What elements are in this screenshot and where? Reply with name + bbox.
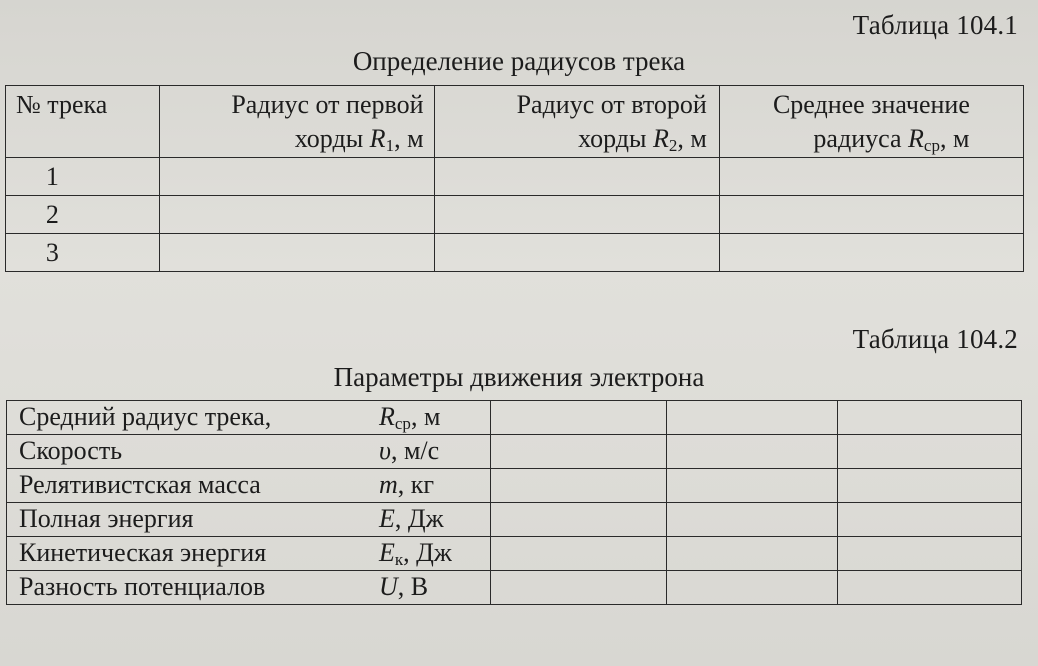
param-name: Релятивистская масса [19, 470, 261, 499]
cell-r-avg[interactable] [719, 158, 1023, 196]
cell-r1[interactable] [159, 196, 434, 234]
value-cell[interactable] [838, 571, 1022, 605]
param-name: Разность потенциалов [19, 572, 266, 601]
header-r2-line1: Радиус от второй [516, 90, 707, 119]
value-cell[interactable] [491, 503, 667, 537]
table-row [7, 401, 1022, 435]
cell-r1[interactable] [159, 158, 434, 196]
cell-r1[interactable] [159, 234, 434, 272]
cell-r2[interactable] [434, 196, 719, 234]
cell-r-avg[interactable] [719, 196, 1023, 234]
table-row [6, 196, 1024, 234]
param-symbol: U, В [379, 572, 429, 601]
param-symbol: m, кг [379, 470, 435, 499]
param-cell [7, 435, 491, 469]
param-cell [7, 571, 491, 605]
param-cell [7, 537, 491, 571]
table2-caption: Параметры движения электрона [333, 362, 705, 392]
header-r1-line2: хорды $R_1$, м [294, 124, 424, 155]
value-cell[interactable] [491, 435, 667, 469]
table-row [6, 158, 1024, 196]
value-cell[interactable] [666, 435, 838, 469]
table1-caption: Определение радиусов трека [352, 46, 686, 76]
table-row [7, 503, 1022, 537]
value-cell[interactable] [491, 537, 667, 571]
value-cell[interactable] [491, 401, 667, 435]
track-radius-table [5, 85, 1024, 272]
table-row [6, 234, 1024, 272]
track-number: 2 [6, 196, 160, 234]
track-number: 1 [6, 158, 160, 196]
cell-r-avg[interactable] [719, 234, 1023, 272]
header-r1-line1: Радиус от первой [231, 90, 424, 119]
table-row [7, 571, 1022, 605]
header-track-no: № трека [6, 86, 160, 158]
value-cell[interactable] [666, 571, 838, 605]
param-symbol: υ, м/с [379, 436, 440, 465]
param-cell [7, 401, 491, 435]
param-symbol: E, Дж [379, 504, 444, 533]
table-row [7, 469, 1022, 503]
param-name: Средний радиус трека, [19, 402, 272, 431]
header-avg-line1: Среднее значение [772, 90, 970, 119]
value-cell[interactable] [491, 571, 667, 605]
value-cell[interactable] [838, 537, 1022, 571]
param-cell [7, 503, 491, 537]
header-r1 [159, 86, 434, 158]
param-cell [7, 469, 491, 503]
param-name: Полная энергия [19, 504, 194, 533]
header-r2-line2: хорды $R_2$, м [578, 124, 707, 155]
table-row [7, 537, 1022, 571]
electron-motion-table [6, 400, 1022, 605]
param-name: Скорость [19, 436, 123, 465]
value-cell[interactable] [838, 435, 1022, 469]
cell-r2[interactable] [434, 234, 719, 272]
value-cell[interactable] [838, 401, 1022, 435]
value-cell[interactable] [666, 401, 838, 435]
value-cell[interactable] [666, 537, 838, 571]
value-cell[interactable] [666, 503, 838, 537]
header-r-avg [719, 86, 1023, 158]
table1-label: Таблица 104.1 [852, 10, 1018, 40]
value-cell[interactable] [838, 469, 1022, 503]
table2-label: Таблица 104.2 [852, 324, 1018, 354]
table-row [7, 435, 1022, 469]
cell-r2[interactable] [434, 158, 719, 196]
value-cell[interactable] [666, 469, 838, 503]
track-number: 3 [6, 234, 160, 272]
param-symbol: $R_{ср}$, м [379, 402, 441, 433]
param-name: Кинетическая энергия [19, 538, 267, 567]
value-cell[interactable] [838, 503, 1022, 537]
table1-header-row [6, 86, 1024, 158]
param-symbol: $E_к$, Дж [379, 538, 452, 569]
value-cell[interactable] [491, 469, 667, 503]
header-r2 [434, 86, 719, 158]
header-avg-line2: радиуса $R_{ср}$, м [813, 124, 970, 155]
